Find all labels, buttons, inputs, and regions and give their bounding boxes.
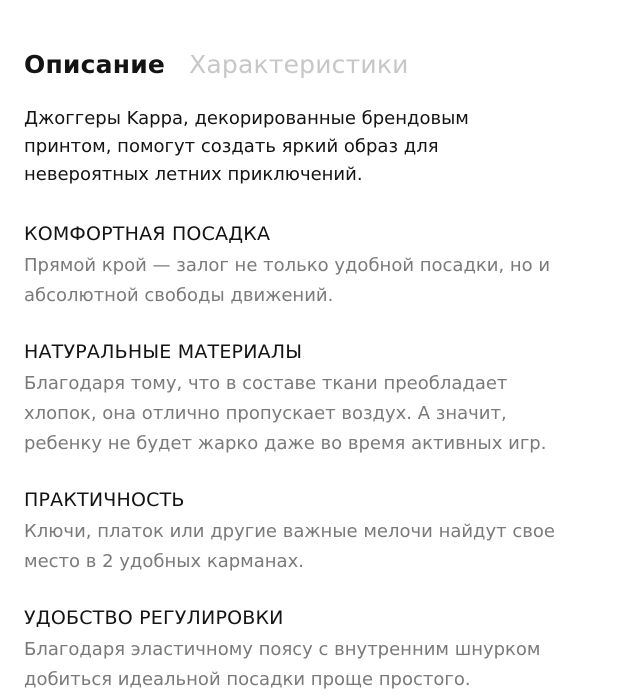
tab-characteristics[interactable]: Характеристики (189, 50, 409, 79)
feature-title: НАТУРАЛЬНЫЕ МАТЕРИАЛЫ (24, 341, 303, 363)
feature-section-natural-materials (24, 339, 619, 459)
feature-title: КОМФОРТНАЯ ПОСАДКА (24, 223, 271, 245)
feature-text: Благодаря эластичному поясу с внутренним шнурком добиться идеальной посадки проще простого. (24, 639, 541, 690)
feature-text: Ключи, платок или другие важные мелочи найдут свое место в 2 удобных карманах. (24, 521, 555, 572)
feature-text: Прямой крой — залог не только удобной посадки, но и абсолютной свободы движений. (24, 255, 551, 306)
feature-title: ПРАКТИЧНОСТЬ (24, 489, 185, 511)
feature-section-practicality (24, 487, 619, 577)
feature-text: Благодаря тому, что в составе ткани преобладает хлопок, она отлично пропускает воздух. А значит, ребенку не будет жарко даже во время активных игр. (24, 373, 547, 454)
tab-description[interactable]: Описание (24, 50, 166, 79)
feature-title: УДОБСТВО РЕГУЛИРОВКИ (24, 607, 284, 629)
description-intro: Джоггеры Kappa, декорированные брендовым принтом, помогут создать яркий образ для невероятных летних приключений. (24, 108, 469, 185)
feature-section-comfort-fit (24, 221, 619, 311)
product-description-panel (24, 50, 619, 695)
feature-section-adjustability (24, 605, 619, 695)
tab-bar (24, 50, 619, 86)
